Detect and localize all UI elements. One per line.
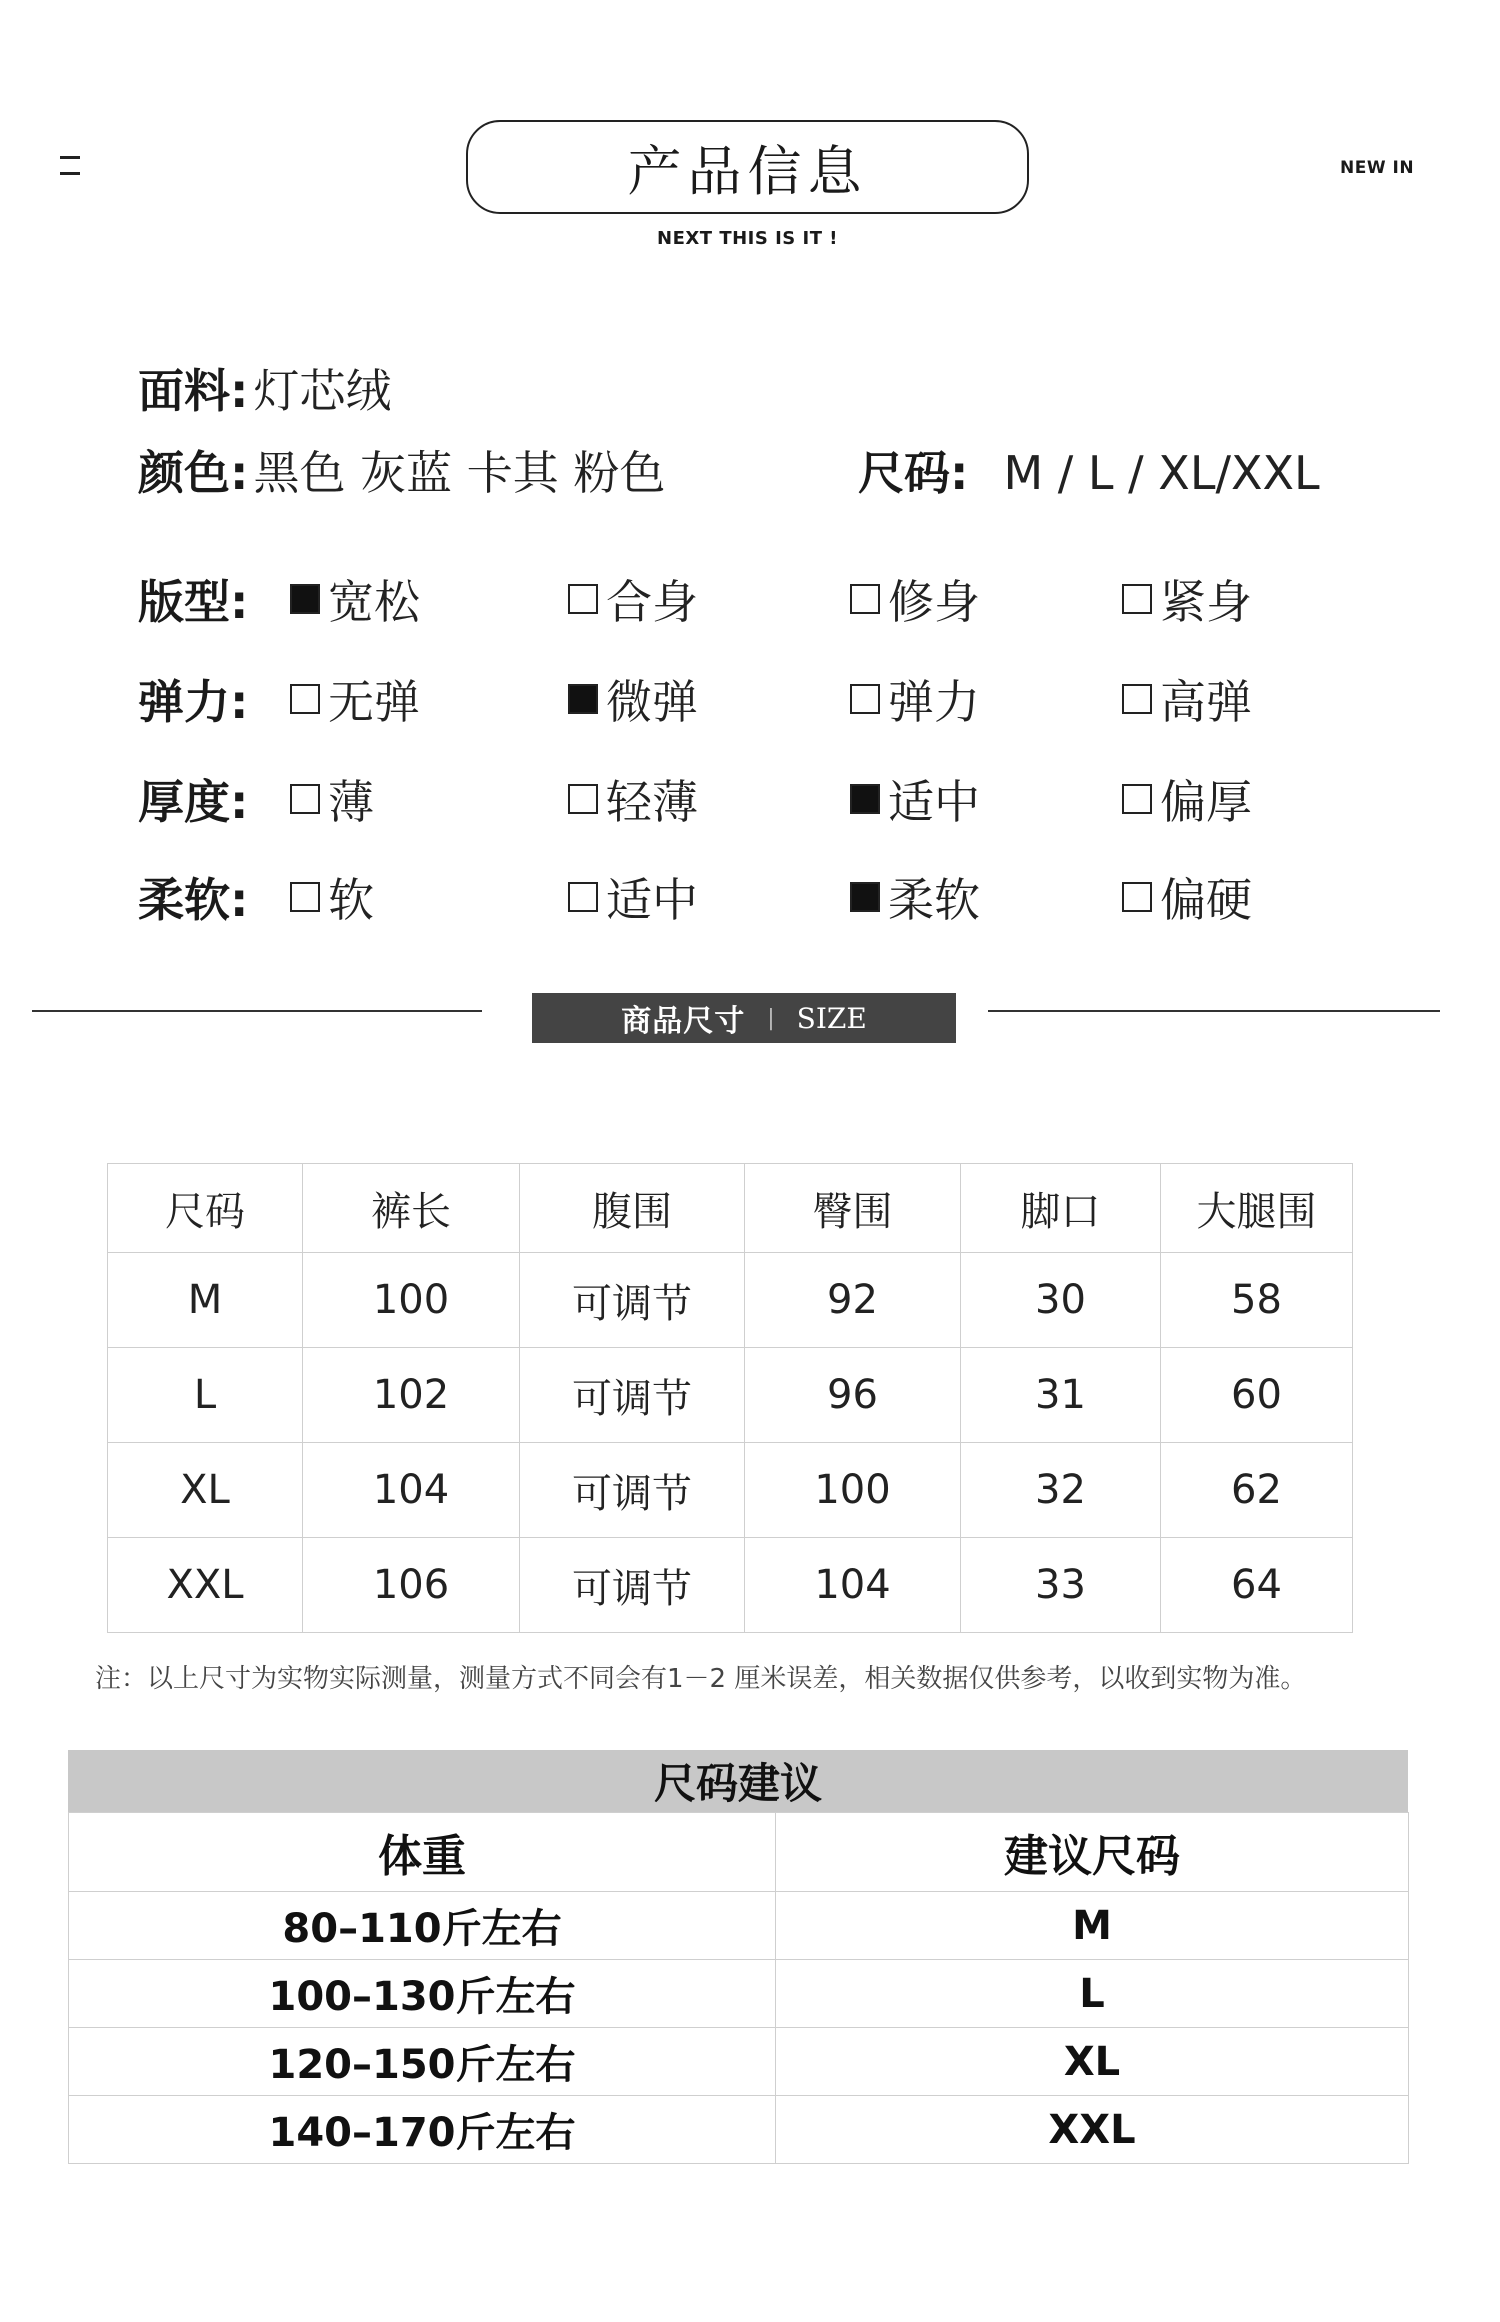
table-cell: 可调节 [520,1253,745,1348]
table-cell: 100 [303,1253,520,1348]
checkbox-icon [1122,784,1152,814]
page-title: 产品信息 [466,120,1029,214]
option-label: 偏硬 [1160,873,1252,927]
divider-right [988,1010,1440,1012]
table-cell: 106 [303,1538,520,1633]
table-cell: 102 [303,1348,520,1443]
option-label: 适中 [606,873,698,927]
column-header: 尺码 [108,1164,303,1253]
option-label: 弹力 [888,675,980,729]
recommendation-title: 尺码建议 [68,1750,1408,1812]
option-label: 合身 [606,575,698,629]
feature-option [568,666,698,732]
table-cell: 30 [961,1253,1161,1348]
table-row [108,1443,1353,1538]
table-cell: 100 [745,1443,961,1538]
checkbox-icon [1122,882,1152,912]
checkbox-icon [850,784,880,814]
color-label: 颜色: [138,446,249,500]
feature-option [850,864,980,930]
table-cell: 32 [961,1443,1161,1538]
option-label: 软 [328,873,374,927]
table-cell: 96 [745,1348,961,1443]
option-label: 无弹 [328,675,420,729]
table-row [69,1960,1409,2028]
size-label: 尺码: [858,446,969,500]
menu-icon [60,152,82,180]
checkbox-icon [568,684,598,714]
table-cell: M [776,1892,1409,1960]
table-cell: XXL [776,2096,1409,2164]
feature-label: 柔软: [138,873,249,927]
column-header: 大腿围 [1161,1164,1353,1253]
table-cell: 可调节 [520,1443,745,1538]
feature-label: 厚度: [138,775,249,829]
option-label: 轻薄 [606,775,698,829]
table-header-row [69,1813,1409,1892]
column-header: 建议尺码 [776,1813,1409,1892]
size-recommendation [68,1750,1408,2164]
feature-option [850,766,980,832]
feature-option [568,864,698,930]
table-cell: 31 [961,1348,1161,1443]
color-row [138,437,665,503]
table-row [69,2028,1409,2096]
option-label: 偏厚 [1160,775,1252,829]
checkbox-icon [568,584,598,614]
checkbox-icon [290,784,320,814]
checkbox-icon [1122,684,1152,714]
table-row [69,2096,1409,2164]
table-cell: 104 [745,1538,961,1633]
feature-option [1122,666,1252,732]
feature-option [1122,766,1252,832]
table-header-row [108,1164,1353,1253]
fabric-label: 面料: [138,364,249,418]
feature-option [568,566,698,632]
option-label: 紧身 [1160,575,1252,629]
checkbox-icon [850,584,880,614]
table-cell: 140–170斤左右 [69,2096,776,2164]
new-in-badge: NEW IN [1340,158,1415,178]
feature-option [290,766,374,832]
size-row [858,437,1320,503]
checkbox-icon [850,882,880,912]
table-cell: 92 [745,1253,961,1348]
checkbox-icon [290,684,320,714]
table-cell: M [108,1253,303,1348]
option-label: 修身 [888,575,980,629]
option-label: 薄 [328,775,374,829]
table-cell: 62 [1161,1443,1353,1538]
checkbox-icon [568,882,598,912]
option-label: 微弹 [606,675,698,729]
banner-title-en: SIZE [796,1001,867,1035]
checkbox-icon [1122,584,1152,614]
table-row [108,1348,1353,1443]
table-cell: 可调节 [520,1538,745,1633]
feature-label: 版型: [138,575,249,629]
table-cell: XL [108,1443,303,1538]
size-value: M / L / XL/XXL [1003,446,1320,500]
option-label: 高弹 [1160,675,1252,729]
feature-option [290,566,420,632]
page-subtitle: NEXT THIS IS IT ! [657,228,838,249]
feature-label: 弹力: [138,675,249,729]
column-header: 脚口 [961,1164,1161,1253]
feature-option [568,766,698,832]
column-header: 腹围 [520,1164,745,1253]
table-row [108,1253,1353,1348]
feature-option [850,566,980,632]
table-row [108,1538,1353,1633]
table-row [69,1892,1409,1960]
size-table [107,1163,1353,1633]
table-cell: L [776,1960,1409,2028]
checkbox-icon [850,684,880,714]
fabric-row [138,355,392,421]
table-cell: 80–110斤左右 [69,1892,776,1960]
table-cell: 64 [1161,1538,1353,1633]
table-cell: 104 [303,1443,520,1538]
table-cell: L [108,1348,303,1443]
table-cell: 可调节 [520,1348,745,1443]
column-header: 裤长 [303,1164,520,1253]
feature-option [1122,864,1252,930]
fabric-value: 灯芯绒 [253,364,392,418]
table-cell: 100–130斤左右 [69,1960,776,2028]
table-cell: 58 [1161,1253,1353,1348]
table-cell: XXL [108,1538,303,1633]
table-cell: 120–150斤左右 [69,2028,776,2096]
banner-title-cn: 商品尺寸 [621,1004,746,1039]
table-cell: XL [776,2028,1409,2096]
color-value: 黑色 灰蓝 卡其 粉色 [253,446,666,500]
size-section-banner [532,993,956,1043]
checkbox-icon [568,784,598,814]
feature-option [850,666,980,732]
recommendation-table [68,1812,1409,2164]
feature-option [1122,566,1252,632]
checkbox-icon [290,584,320,614]
table-cell: 33 [961,1538,1161,1633]
feature-option [290,864,374,930]
column-header: 体重 [69,1813,776,1892]
measurement-note: 注：以上尺寸为实物实际测量，测量方式不同会有1－2 厘米误差，相关数据仅供参考，以收到实物为准。 [95,1664,1307,1694]
banner-separator: | [767,1005,775,1031]
option-label: 宽松 [328,575,420,629]
option-label: 柔软 [888,873,980,927]
table-cell: 60 [1161,1348,1353,1443]
column-header: 臀围 [745,1164,961,1253]
divider-left [32,1010,482,1012]
option-label: 适中 [888,775,980,829]
checkbox-icon [290,882,320,912]
feature-option [290,666,420,732]
